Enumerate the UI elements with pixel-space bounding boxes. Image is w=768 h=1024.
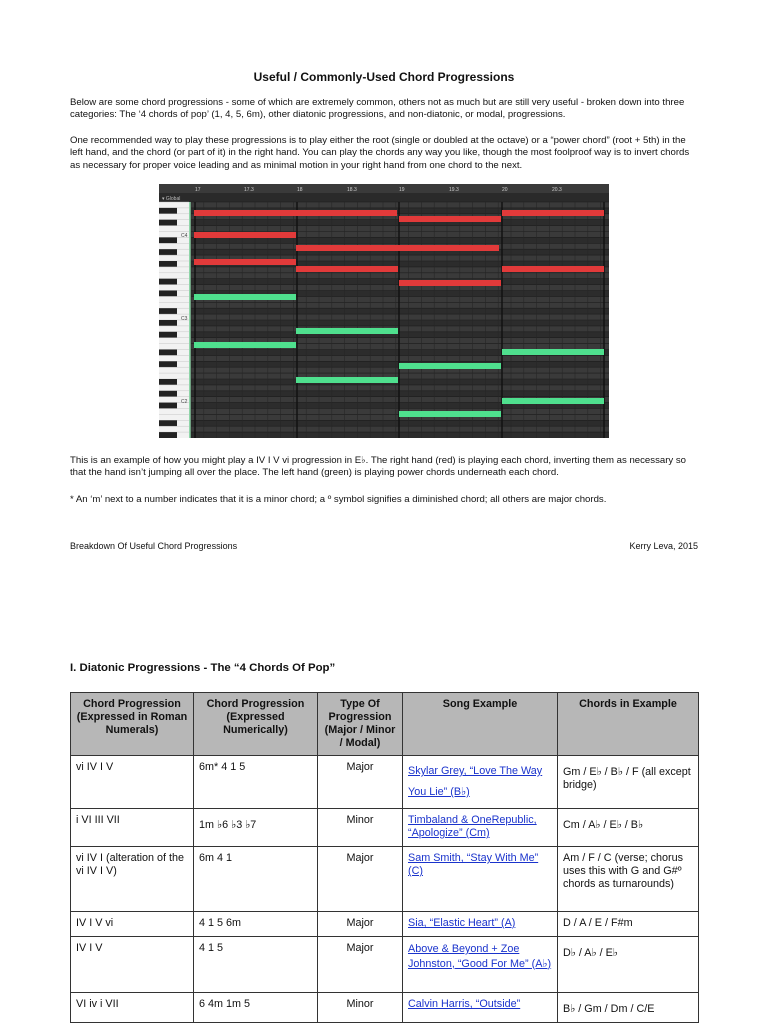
example-caption: This is an example of how you might play a IV I V vi progression in E♭. The right hand (red) is playing each chord, inverting them as necessary so that the hand isn’t jumping all over the place. The left hand (green) is playing power chords underneath each chord. bbox=[70, 455, 686, 479]
intro-paragraph: Below are some chord progressions - some of which are extremely common, others not as much but are still very useful - broken down into three categories: The ‘4 chords of pop’ (1, 4, 5, 6m), other diatonic progressions, and non-diatonic, or modal, progressions. bbox=[70, 97, 685, 121]
octave-label-c4: C4 bbox=[181, 233, 188, 239]
left-hand-note bbox=[502, 398, 604, 404]
song-link[interactable]: Timbaland & OneRepublic, “Apologize” (Cm) bbox=[408, 814, 537, 839]
song-link[interactable]: Calvin Harris, “Outside” bbox=[408, 998, 521, 1010]
cell-chords: D / A / E / F#m bbox=[558, 912, 699, 937]
cell-numeric: 4 1 5 6m bbox=[194, 912, 318, 937]
cell-numeric: 1m ♭6 ♭3 ♭7 bbox=[194, 809, 318, 847]
page-title: Useful / Commonly-Used Chord Progressions bbox=[253, 70, 515, 84]
black-key bbox=[159, 361, 177, 367]
left-hand-note bbox=[399, 363, 501, 369]
black-key bbox=[159, 420, 177, 426]
black-key bbox=[159, 320, 177, 326]
cell-chords: B♭ / Gm / Dm / C/E bbox=[558, 993, 699, 1023]
left-hand-note bbox=[194, 294, 296, 300]
cell-type: Major bbox=[318, 937, 403, 993]
bar-label: 19 bbox=[399, 187, 405, 193]
black-key bbox=[159, 220, 177, 226]
black-key bbox=[159, 291, 177, 297]
black-key bbox=[159, 391, 177, 397]
cell-roman: IV I V vi bbox=[71, 912, 194, 937]
octave-label-c3: C3 bbox=[181, 316, 188, 322]
piano-roll-svg bbox=[159, 184, 609, 438]
left-hand-note bbox=[194, 342, 296, 348]
right-hand-note bbox=[194, 259, 296, 265]
cell-roman: vi IV I V bbox=[71, 756, 194, 809]
section-title: I. Diatonic Progressions - The “4 Chords Of Pop” bbox=[70, 662, 336, 674]
piano-roll-image bbox=[159, 184, 609, 438]
cell-roman: IV I V bbox=[71, 937, 194, 993]
cell-numeric: 6 4m 1m 5 bbox=[194, 993, 318, 1023]
header-numeric: Chord Progression (Expressed Numerically) bbox=[194, 693, 318, 756]
right-hand-note bbox=[194, 210, 397, 216]
black-key bbox=[159, 249, 177, 255]
black-key bbox=[159, 379, 177, 385]
footer-left: Breakdown Of Useful Chord Progressions bbox=[70, 541, 238, 551]
black-key bbox=[159, 432, 177, 438]
song-link[interactable]: Sia, “Elastic Heart” (A) bbox=[408, 917, 516, 929]
cell-numeric: 4 1 5 bbox=[194, 937, 318, 993]
cell-type: Major bbox=[318, 847, 403, 912]
left-hand-note bbox=[296, 328, 398, 334]
right-hand-note bbox=[502, 210, 604, 216]
octave-label-c2: C2 bbox=[181, 399, 188, 405]
cell-chords: D♭ / A♭ / E♭ bbox=[558, 937, 699, 993]
table-row bbox=[71, 937, 699, 993]
black-key bbox=[159, 208, 177, 214]
bar-label: 18.3 bbox=[347, 187, 357, 193]
black-key bbox=[159, 261, 177, 267]
header-song: Song Example bbox=[403, 693, 558, 756]
table-row bbox=[71, 912, 699, 937]
bar-label: 20 bbox=[502, 187, 508, 193]
bar-label: 20.3 bbox=[552, 187, 562, 193]
table-row bbox=[71, 993, 699, 1023]
black-key bbox=[159, 308, 177, 314]
header-type: Type Of Progression (Major / Minor / Modal) bbox=[318, 693, 403, 756]
song-link[interactable]: Skylar Grey, “Love The Way You Lie” (B♭) bbox=[408, 765, 543, 798]
table-row bbox=[71, 756, 699, 809]
black-key bbox=[159, 350, 177, 356]
header-chords: Chords in Example bbox=[558, 693, 699, 756]
table-header-row bbox=[71, 693, 699, 756]
black-key bbox=[159, 237, 177, 243]
cell-type: Minor bbox=[318, 809, 403, 847]
cell-numeric: 6m 4 1 bbox=[194, 847, 318, 912]
cell-type: Major bbox=[318, 756, 403, 809]
bar-label: 19.3 bbox=[449, 187, 459, 193]
left-hand-note bbox=[502, 349, 604, 355]
footnote: * An ‘m’ next to a number indicates that it is a minor chord; a º symbol signifies a diminished chord; all others are major chords. bbox=[70, 494, 607, 505]
right-hand-note bbox=[502, 266, 604, 272]
cell-chords: Cm / A♭ / E♭ / B♭ bbox=[558, 809, 699, 847]
cell-numeric: 6m* 4 1 5 bbox=[194, 756, 318, 809]
bar-label: 17 bbox=[195, 187, 201, 193]
black-key bbox=[159, 403, 177, 409]
bar-label: 17.3 bbox=[244, 187, 254, 193]
bar-label: 18 bbox=[297, 187, 303, 193]
recommendation-paragraph: One recommended way to play these progressions is to play either the root (single or doubled at the octave) or a “power chord” (root + 5th) in the left hand, and the chord (or part of it) in the right hand. You can play the chords any way you like, though the most foolproof way is to invert chords as necessary for proper voice leading and as minimal motion in your right hand from one chord to the next. bbox=[70, 135, 690, 171]
left-hand-note bbox=[296, 377, 398, 383]
table-row bbox=[71, 847, 699, 912]
black-key bbox=[159, 332, 177, 338]
cell-roman: i VI III VII bbox=[71, 809, 194, 847]
right-hand-note bbox=[296, 266, 398, 272]
cell-roman: VI iv i VII bbox=[71, 993, 194, 1023]
right-hand-note bbox=[399, 216, 501, 222]
black-key bbox=[159, 279, 177, 285]
song-link[interactable]: Above & Beyond + Zoe Johnston, “Good For Me” (A♭) bbox=[408, 943, 552, 970]
cell-chords: Gm / E♭ / B♭ / F (all except bridge) bbox=[558, 756, 699, 809]
right-hand-note bbox=[194, 232, 296, 238]
left-hand-note bbox=[399, 411, 501, 417]
table-row bbox=[71, 809, 699, 847]
global-label: ▾ Global bbox=[162, 196, 181, 202]
cell-chords: Am / F / C (verse; chorus uses this with G and G#º chords as turnarounds) bbox=[558, 847, 699, 912]
cell-type: Major bbox=[318, 912, 403, 937]
cell-type: Minor bbox=[318, 993, 403, 1023]
footer-right: Kerry Leva, 2015 bbox=[629, 541, 698, 551]
header-roman: Chord Progression (Expressed in Roman Numerals) bbox=[71, 693, 194, 756]
progressions-table bbox=[70, 692, 699, 1023]
song-link[interactable]: Sam Smith, “Stay With Me” (C) bbox=[408, 852, 539, 877]
right-hand-note bbox=[399, 280, 501, 286]
cell-roman: vi IV I (alteration of the vi IV I V) bbox=[71, 847, 194, 912]
right-hand-note bbox=[296, 245, 499, 251]
